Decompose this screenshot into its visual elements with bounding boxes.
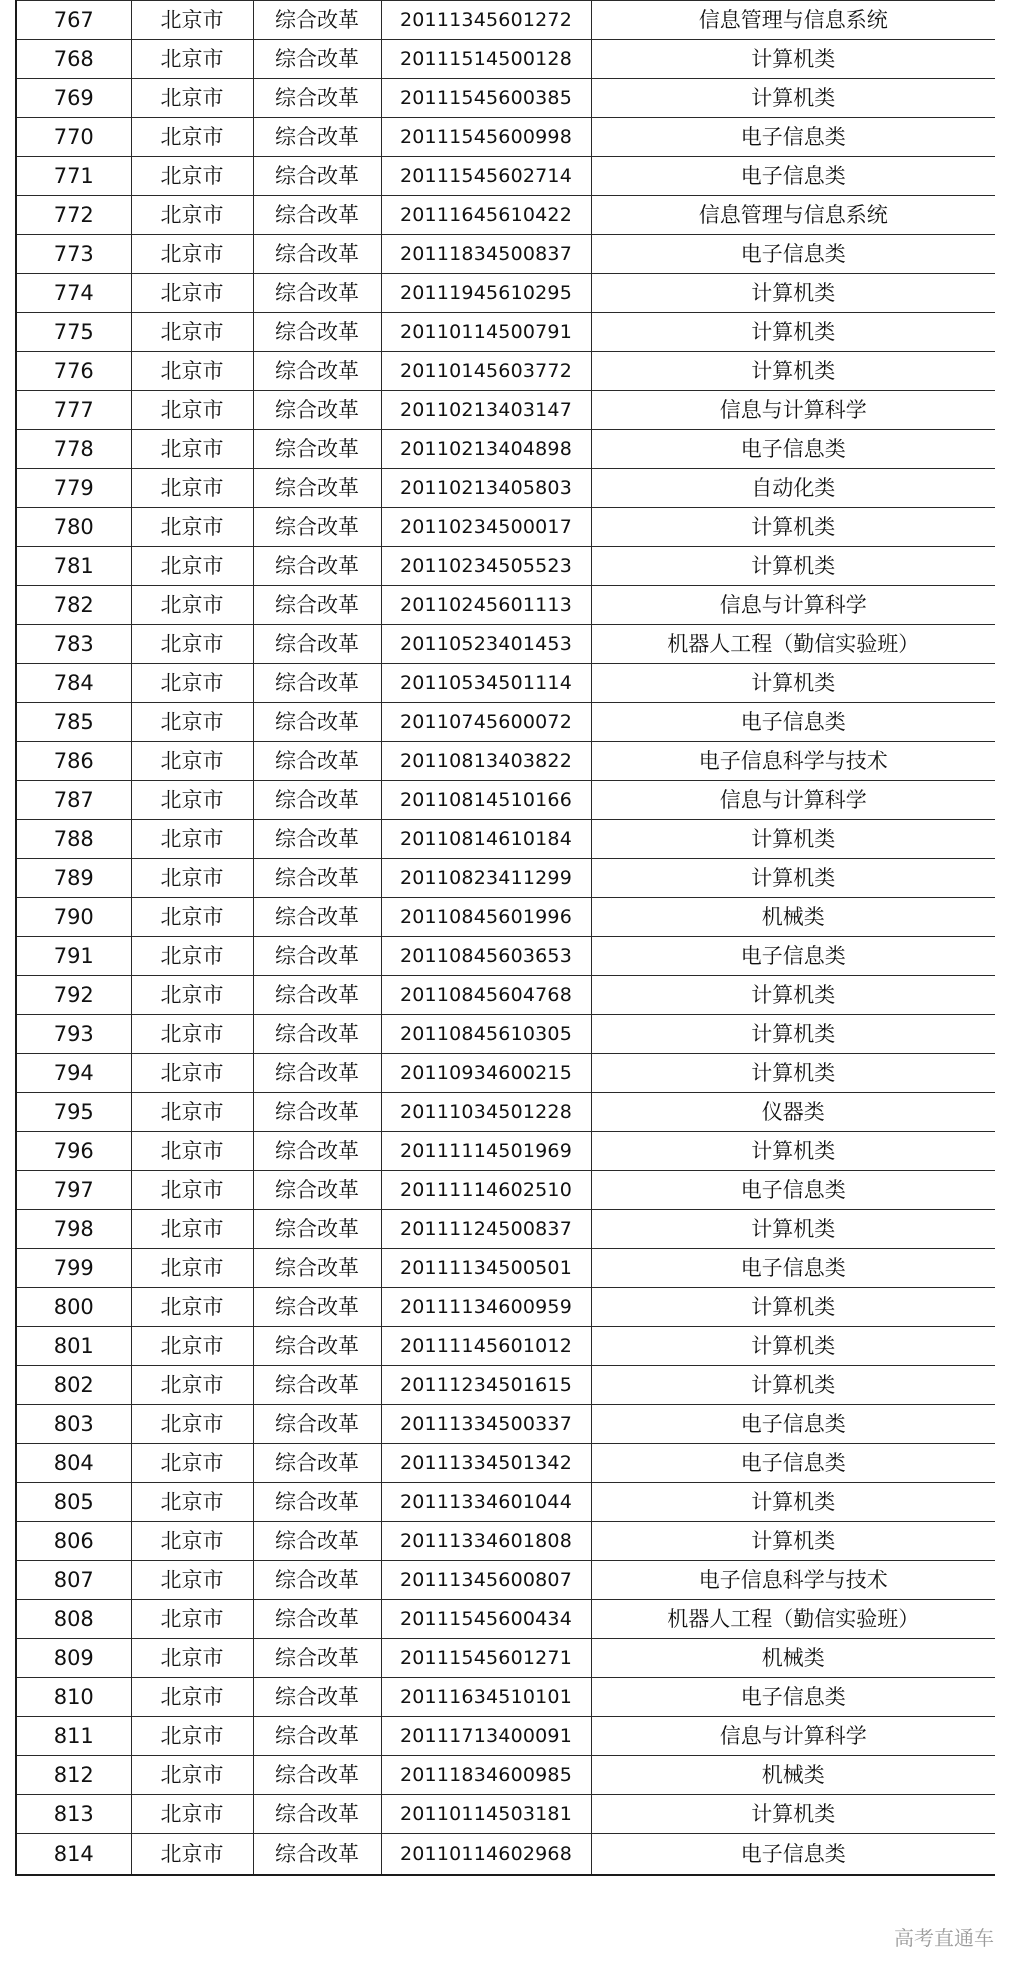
table-row [16,313,995,352]
table-row [16,820,995,859]
cell-city: 北京市 [131,547,253,586]
cell-type: 综合改革 [253,1288,381,1327]
cell-city: 北京市 [131,742,253,781]
cell-city: 北京市 [131,820,253,859]
table-row [16,703,995,742]
cell-exam-id: 20110814510166 [381,781,591,820]
cell-exam-id: 20111545601271 [381,1639,591,1678]
cell-major: 信息与计算科学 [591,1717,995,1756]
cell-seq: 794 [16,1054,131,1093]
cell-city: 北京市 [131,1483,253,1522]
cell-type: 综合改革 [253,1756,381,1795]
cell-city: 北京市 [131,1795,253,1834]
cell-seq: 786 [16,742,131,781]
cell-city: 北京市 [131,469,253,508]
cell-type: 综合改革 [253,469,381,508]
cell-exam-id: 20110814610184 [381,820,591,859]
cell-seq: 770 [16,118,131,157]
cell-exam-id: 20111645610422 [381,196,591,235]
cell-exam-id: 20111834500837 [381,235,591,274]
cell-type: 综合改革 [253,1171,381,1210]
table-row [16,1678,995,1717]
cell-major: 信息与计算科学 [591,391,995,430]
cell-seq: 768 [16,40,131,79]
cell-seq: 777 [16,391,131,430]
cell-type: 综合改革 [253,40,381,79]
cell-exam-id: 20111124500837 [381,1210,591,1249]
cell-city: 北京市 [131,313,253,352]
cell-exam-id: 20110523401453 [381,625,591,664]
cell-exam-id: 20110114503181 [381,1795,591,1834]
table-row [16,898,995,937]
cell-type: 综合改革 [253,118,381,157]
cell-seq: 792 [16,976,131,1015]
table-row [16,1717,995,1756]
table-row [16,1288,995,1327]
cell-major: 计算机类 [591,664,995,703]
cell-seq: 811 [16,1717,131,1756]
table-row [16,1132,995,1171]
cell-major: 计算机类 [591,1054,995,1093]
cell-major: 计算机类 [591,820,995,859]
cell-type: 综合改革 [253,1015,381,1054]
cell-exam-id: 20111114501969 [381,1132,591,1171]
cell-exam-id: 20110845601996 [381,898,591,937]
cell-major: 电子信息类 [591,235,995,274]
table-row [16,79,995,118]
cell-seq: 800 [16,1288,131,1327]
cell-exam-id: 20110234500017 [381,508,591,547]
table-row [16,1015,995,1054]
cell-type: 综合改革 [253,664,381,703]
cell-city: 北京市 [131,1210,253,1249]
cell-seq: 767 [16,1,131,40]
cell-seq: 785 [16,703,131,742]
cell-city: 北京市 [131,1561,253,1600]
cell-city: 北京市 [131,1405,253,1444]
admission-table-body [16,1,995,1876]
cell-type: 综合改革 [253,430,381,469]
cell-city: 北京市 [131,1444,253,1483]
cell-seq: 772 [16,196,131,235]
cell-city: 北京市 [131,703,253,742]
cell-exam-id: 20110114602968 [381,1834,591,1876]
table-row [16,1,995,40]
cell-major: 机械类 [591,1639,995,1678]
cell-type: 综合改革 [253,820,381,859]
cell-seq: 788 [16,820,131,859]
cell-major: 机械类 [591,898,995,937]
cell-type: 综合改革 [253,352,381,391]
cell-type: 综合改革 [253,313,381,352]
cell-type: 综合改革 [253,937,381,976]
admission-list-sheet [15,0,995,1961]
cell-major: 计算机类 [591,79,995,118]
cell-city: 北京市 [131,157,253,196]
cell-seq: 813 [16,1795,131,1834]
cell-city: 北京市 [131,1249,253,1288]
table-row [16,742,995,781]
table-row [16,469,995,508]
table-row [16,664,995,703]
cell-exam-id: 20111145601012 [381,1327,591,1366]
cell-seq: 769 [16,79,131,118]
cell-seq: 789 [16,859,131,898]
cell-seq: 812 [16,1756,131,1795]
cell-city: 北京市 [131,1132,253,1171]
cell-type: 综合改革 [253,547,381,586]
cell-type: 综合改革 [253,703,381,742]
cell-major: 计算机类 [591,274,995,313]
cell-city: 北京市 [131,1366,253,1405]
cell-seq: 795 [16,1093,131,1132]
cell-seq: 804 [16,1444,131,1483]
cell-type: 综合改革 [253,625,381,664]
table-row [16,1483,995,1522]
cell-seq: 808 [16,1600,131,1639]
cell-type: 综合改革 [253,508,381,547]
table-row [16,1327,995,1366]
table-row [16,1054,995,1093]
cell-type: 综合改革 [253,1795,381,1834]
table-row [16,781,995,820]
table-row [16,430,995,469]
cell-type: 综合改革 [253,1483,381,1522]
cell-major: 计算机类 [591,1015,995,1054]
cell-seq: 793 [16,1015,131,1054]
cell-seq: 771 [16,157,131,196]
cell-type: 综合改革 [253,976,381,1015]
cell-type: 综合改革 [253,1522,381,1561]
cell-major: 仪器类 [591,1093,995,1132]
cell-exam-id: 20111034501228 [381,1093,591,1132]
cell-exam-id: 20110114500791 [381,313,591,352]
cell-exam-id: 20110145603772 [381,352,591,391]
cell-major: 电子信息类 [591,703,995,742]
cell-exam-id: 20111334601808 [381,1522,591,1561]
cell-exam-id: 20111545600434 [381,1600,591,1639]
cell-major: 计算机类 [591,1210,995,1249]
cell-seq: 775 [16,313,131,352]
cell-major: 电子信息类 [591,1405,995,1444]
cell-city: 北京市 [131,1834,253,1876]
cell-major: 电子信息类 [591,1834,995,1876]
cell-major: 电子信息科学与技术 [591,742,995,781]
table-row [16,1366,995,1405]
table-row [16,1522,995,1561]
cell-exam-id: 20111713400091 [381,1717,591,1756]
cell-major: 计算机类 [591,1132,995,1171]
cell-exam-id: 20111514500128 [381,40,591,79]
cell-type: 综合改革 [253,586,381,625]
cell-city: 北京市 [131,1015,253,1054]
cell-seq: 802 [16,1366,131,1405]
cell-seq: 773 [16,235,131,274]
table-row [16,118,995,157]
table-row [16,1756,995,1795]
cell-major: 计算机类 [591,976,995,1015]
watermark-text: 高考直通车 [890,1922,998,1951]
cell-exam-id: 20111334501342 [381,1444,591,1483]
cell-major: 计算机类 [591,40,995,79]
cell-exam-id: 20111545600998 [381,118,591,157]
cell-city: 北京市 [131,1093,253,1132]
cell-city: 北京市 [131,1678,253,1717]
table-row [16,235,995,274]
cell-city: 北京市 [131,1522,253,1561]
cell-type: 综合改革 [253,1834,381,1876]
cell-city: 北京市 [131,79,253,118]
cell-city: 北京市 [131,781,253,820]
cell-major: 电子信息类 [591,430,995,469]
cell-seq: 799 [16,1249,131,1288]
cell-major: 信息与计算科学 [591,781,995,820]
table-row [16,352,995,391]
cell-seq: 814 [16,1834,131,1876]
cell-exam-id: 20111134600959 [381,1288,591,1327]
cell-major: 计算机类 [591,1795,995,1834]
cell-type: 综合改革 [253,274,381,313]
cell-exam-id: 20111114602510 [381,1171,591,1210]
cell-major: 机械类 [591,1756,995,1795]
table-row [16,586,995,625]
cell-city: 北京市 [131,352,253,391]
cell-major: 信息与计算科学 [591,586,995,625]
cell-major: 信息管理与信息系统 [591,1,995,40]
cell-type: 综合改革 [253,1639,381,1678]
cell-major: 电子信息科学与技术 [591,1561,995,1600]
cell-type: 综合改革 [253,1210,381,1249]
cell-major: 计算机类 [591,313,995,352]
cell-city: 北京市 [131,937,253,976]
cell-city: 北京市 [131,274,253,313]
cell-type: 综合改革 [253,1093,381,1132]
cell-type: 综合改革 [253,1366,381,1405]
cell-seq: 774 [16,274,131,313]
cell-city: 北京市 [131,1,253,40]
cell-type: 综合改革 [253,1327,381,1366]
cell-major: 计算机类 [591,1483,995,1522]
cell-type: 综合改革 [253,1444,381,1483]
cell-seq: 807 [16,1561,131,1600]
cell-exam-id: 20110745600072 [381,703,591,742]
table-row [16,625,995,664]
table-row [16,1600,995,1639]
cell-major: 电子信息类 [591,118,995,157]
cell-major: 计算机类 [591,1366,995,1405]
table-row [16,547,995,586]
cell-seq: 805 [16,1483,131,1522]
cell-major: 电子信息类 [591,1171,995,1210]
cell-major: 机器人工程（勤信实验班） [591,1600,995,1639]
table-row [16,1171,995,1210]
cell-city: 北京市 [131,1600,253,1639]
cell-seq: 781 [16,547,131,586]
table-row [16,40,995,79]
cell-seq: 787 [16,781,131,820]
table-row [16,1639,995,1678]
cell-exam-id: 20111945610295 [381,274,591,313]
cell-city: 北京市 [131,40,253,79]
cell-seq: 798 [16,1210,131,1249]
table-row [16,1093,995,1132]
cell-type: 综合改革 [253,1054,381,1093]
cell-seq: 782 [16,586,131,625]
cell-type: 综合改革 [253,157,381,196]
cell-seq: 776 [16,352,131,391]
cell-type: 综合改革 [253,898,381,937]
cell-seq: 779 [16,469,131,508]
admission-table [15,0,995,1876]
table-row [16,157,995,196]
cell-city: 北京市 [131,508,253,547]
table-row [16,859,995,898]
cell-exam-id: 20110934600215 [381,1054,591,1093]
cell-city: 北京市 [131,664,253,703]
cell-major: 机器人工程（勤信实验班） [591,625,995,664]
cell-major: 计算机类 [591,508,995,547]
cell-seq: 784 [16,664,131,703]
cell-major: 计算机类 [591,859,995,898]
cell-city: 北京市 [131,625,253,664]
cell-exam-id: 20111345600807 [381,1561,591,1600]
table-row [16,1249,995,1288]
cell-seq: 803 [16,1405,131,1444]
cell-exam-id: 20110234505523 [381,547,591,586]
cell-major: 计算机类 [591,1522,995,1561]
cell-major: 计算机类 [591,547,995,586]
table-row [16,508,995,547]
cell-type: 综合改革 [253,235,381,274]
table-row [16,976,995,1015]
cell-type: 综合改革 [253,1405,381,1444]
cell-type: 综合改革 [253,1,381,40]
cell-exam-id: 20110213403147 [381,391,591,430]
cell-city: 北京市 [131,1054,253,1093]
cell-exam-id: 20111134500501 [381,1249,591,1288]
cell-type: 综合改革 [253,79,381,118]
cell-city: 北京市 [131,235,253,274]
cell-major: 电子信息类 [591,1444,995,1483]
cell-city: 北京市 [131,898,253,937]
table-row [16,1561,995,1600]
cell-exam-id: 20110213404898 [381,430,591,469]
cell-city: 北京市 [131,1327,253,1366]
cell-exam-id: 20110245601113 [381,586,591,625]
table-row [16,391,995,430]
cell-type: 综合改革 [253,781,381,820]
cell-seq: 801 [16,1327,131,1366]
cell-city: 北京市 [131,859,253,898]
cell-seq: 810 [16,1678,131,1717]
cell-major: 计算机类 [591,1327,995,1366]
cell-exam-id: 20110845610305 [381,1015,591,1054]
cell-type: 综合改革 [253,1678,381,1717]
cell-exam-id: 20111334601044 [381,1483,591,1522]
cell-exam-id: 20110213405803 [381,469,591,508]
cell-seq: 809 [16,1639,131,1678]
cell-city: 北京市 [131,1756,253,1795]
table-row [16,1210,995,1249]
cell-city: 北京市 [131,1717,253,1756]
cell-city: 北京市 [131,196,253,235]
table-row [16,1795,995,1834]
cell-exam-id: 20111234501615 [381,1366,591,1405]
cell-seq: 806 [16,1522,131,1561]
cell-exam-id: 20111545600385 [381,79,591,118]
cell-city: 北京市 [131,1288,253,1327]
cell-type: 综合改革 [253,859,381,898]
cell-city: 北京市 [131,391,253,430]
cell-type: 综合改革 [253,391,381,430]
cell-exam-id: 20110823411299 [381,859,591,898]
cell-city: 北京市 [131,118,253,157]
table-row [16,1834,995,1876]
cell-seq: 797 [16,1171,131,1210]
cell-city: 北京市 [131,1639,253,1678]
cell-major: 计算机类 [591,1288,995,1327]
cell-seq: 790 [16,898,131,937]
cell-seq: 796 [16,1132,131,1171]
cell-type: 综合改革 [253,1249,381,1288]
cell-exam-id: 20110813403822 [381,742,591,781]
cell-city: 北京市 [131,430,253,469]
cell-exam-id: 20111545602714 [381,157,591,196]
cell-type: 综合改革 [253,1132,381,1171]
cell-city: 北京市 [131,1171,253,1210]
cell-exam-id: 20111634510101 [381,1678,591,1717]
cell-seq: 791 [16,937,131,976]
cell-type: 综合改革 [253,742,381,781]
table-row [16,196,995,235]
cell-city: 北京市 [131,586,253,625]
cell-type: 综合改革 [253,196,381,235]
cell-exam-id: 20110845604768 [381,976,591,1015]
cell-exam-id: 20110845603653 [381,937,591,976]
cell-exam-id: 20111345601272 [381,1,591,40]
cell-exam-id: 20110534501114 [381,664,591,703]
cell-seq: 780 [16,508,131,547]
table-row [16,1444,995,1483]
table-row [16,937,995,976]
cell-type: 综合改革 [253,1600,381,1639]
cell-seq: 783 [16,625,131,664]
cell-seq: 778 [16,430,131,469]
cell-major: 电子信息类 [591,1678,995,1717]
cell-exam-id: 20111834600985 [381,1756,591,1795]
cell-major: 电子信息类 [591,1249,995,1288]
cell-major: 电子信息类 [591,157,995,196]
table-row [16,274,995,313]
cell-city: 北京市 [131,976,253,1015]
cell-type: 综合改革 [253,1717,381,1756]
cell-exam-id: 20111334500337 [381,1405,591,1444]
cell-major: 电子信息类 [591,937,995,976]
cell-major: 自动化类 [591,469,995,508]
table-row [16,1405,995,1444]
cell-type: 综合改革 [253,1561,381,1600]
cell-major: 计算机类 [591,352,995,391]
cell-major: 信息管理与信息系统 [591,196,995,235]
